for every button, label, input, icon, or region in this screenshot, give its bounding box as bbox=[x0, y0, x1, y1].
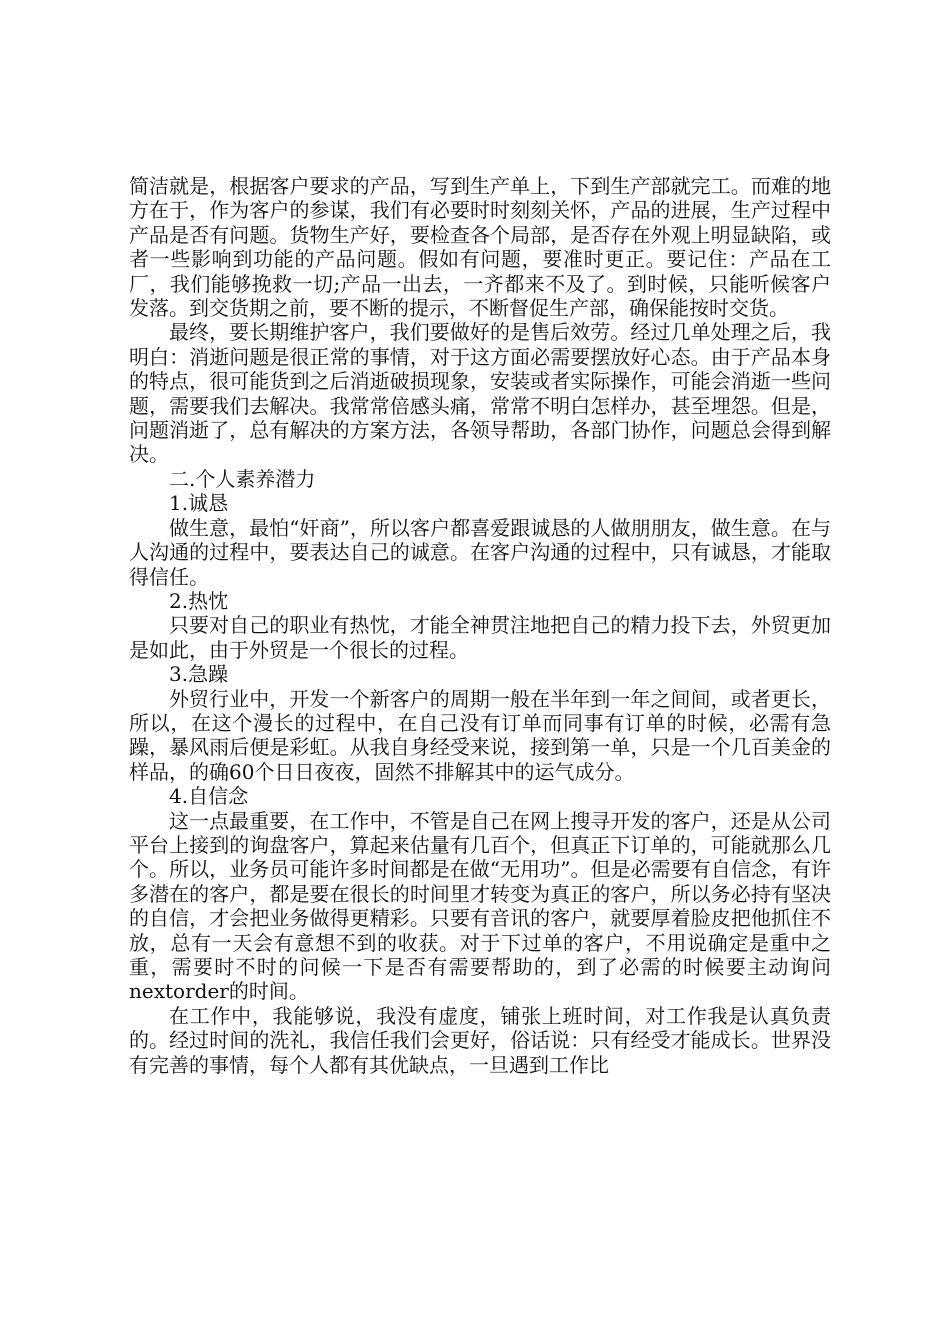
body-paragraph: 外贸行业中，开发一个新客户的周期一般在半年到一年之间间，或者更长，所以，在这个漫长的过程中，在自己没有订单而同事有订单的时候，必需有急躁，暴风雨后便是彩虹。从我自身经受来说，接到第一单，只是一个几百美金的样品，的确60个日日夜夜，固然不排解其中的运气成分。 bbox=[129, 686, 831, 784]
body-paragraph: 只要对自己的职业有热忱，才能全神贯注地把自己的精力投下去，外贸更加是如此，由于外贸是一个很长的过程。 bbox=[129, 613, 831, 662]
body-paragraph: 这一点最重要，在工作中，不管是自己在网上搜寻开发的客户，还是从公司平台上接到的询盘客户，算起来估量有几百个，但真正下订单的，可能就那么几个。所以，业务员可能许多时间都是在做“无用功”。但是必需要有自信念，有许多潜在的客户，都是要在很长的时间里才转变为真正的客户，所以务必持有坚决的自信，才会把业务做得更精彩。只要有音讯的客户，就要厚着脸皮把他抓住不放，总有一天会有意想不到的收获。对于下过单的客户，不用说确定是重中之重，需要时不时的问候一下是否有需要帮助的，到了必需的时候要主动询问nextorder的时间。 bbox=[129, 808, 831, 1004]
subsection-heading: 2.热忱 bbox=[169, 588, 229, 613]
section-heading: 二.个人素养潜力 bbox=[169, 466, 316, 491]
body-paragraph: 在工作中，我能够说，我没有虚度，铺张上班时间，对工作我是认真负责的。经过时间的洗礼，我信任我们会更好，俗话说：只有经受才能成长。世界没有完善的事情，每个人都有其优缺点，一旦遇到工作比 bbox=[129, 1003, 831, 1077]
body-paragraph: 做生意，最怕“奸商”，所以客户都喜爱跟诚恳的人做朋朋友，做生意。在与人沟通的过程中，要表达自己的诚意。在客户沟通的过程中，只有诚恳，才能取得信任。 bbox=[129, 515, 831, 589]
body-paragraph: 最终，要长期维护客户，我们要做好的是售后效劳。经过几单处理之后，我明白：消逝问题是很正常的事情，对于这方面必需要摆放好心态。由于产品本身的特点，很可能货到之后消逝破损现象，安装或者实际操作，可能会消逝一些问题，需要我们去解决。我常常倍感头痛，常常不明白怎样办，甚至埋怨。但是，问题消逝了，总有解决的方案方法，各领导帮助，各部门协作，问题总会得到解决。 bbox=[129, 320, 831, 467]
subsection-heading: 3.急躁 bbox=[169, 662, 229, 687]
body-paragraph: 简洁就是，根据客户要求的产品，写到生产单上，下到生产部就完工。而难的地方在于，作为客户的参谋，我们有必要时时刻刻关怀，产品的进展，生产过程中产品是否有问题。货物生产好，要检查各个局部，是否存在外观上明显缺陷，或者一些影响到功能的产品问题。假如有问题，要准时更正。要记住：产品在工厂，我们能够挽救一切;产品一出去，一齐都来不及了。到时候，只能听候客户发落。到交货期之前，要不断的提示，不断督促生产部，确保能按时交货。 bbox=[129, 174, 831, 321]
document-page bbox=[129, 174, 831, 1077]
subsection-heading: 4.自信念 bbox=[169, 784, 249, 809]
subsection-heading: 1.诚恳 bbox=[169, 491, 229, 516]
